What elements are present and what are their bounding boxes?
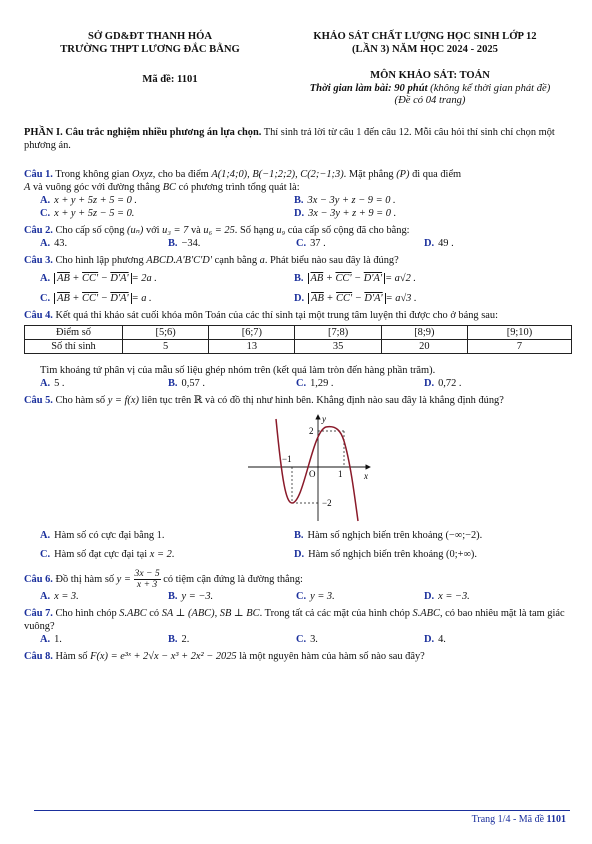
vector-sum — [308, 293, 386, 304]
part1-intro — [24, 126, 572, 152]
text: − — [98, 293, 111, 304]
option-a[interactable] — [40, 272, 294, 285]
math: u₆ = 25 — [203, 225, 235, 236]
option-label: A. — [40, 530, 51, 541]
question-label: Câu 2. — [24, 225, 53, 236]
option-text: = 2a . — [131, 273, 157, 284]
option-label: D. — [424, 591, 435, 602]
option-d[interactable] — [294, 292, 564, 305]
question-4-stem — [24, 309, 572, 322]
option-d[interactable] — [294, 548, 564, 561]
time-note: (không kể thời gian phát đề) — [427, 82, 551, 94]
question-6-options — [24, 590, 572, 603]
question-2-stem — [24, 224, 572, 237]
table-header-cell: Điểm số — [25, 326, 123, 340]
exam-code: Mã đề: 1101 — [142, 74, 198, 85]
option-a[interactable] — [40, 377, 168, 390]
math: u₉ — [276, 225, 286, 236]
table-cell: [9;10) — [467, 326, 571, 340]
option-label: B. — [168, 591, 178, 602]
question-1-stem — [24, 168, 572, 194]
text: Cho hình chóp — [52, 608, 120, 619]
option-label: B. — [168, 238, 178, 249]
function-curve — [276, 419, 358, 521]
function-graph — [246, 411, 376, 523]
tick-label: −2 — [322, 498, 332, 508]
option-label: D. — [424, 378, 435, 389]
question-7-stem — [24, 607, 572, 633]
option-b[interactable] — [294, 272, 564, 285]
school-name: TRƯỜNG THPT LƯƠNG ĐẮC BẰNG — [60, 44, 240, 55]
option-a[interactable] — [40, 529, 294, 542]
math: x = 2 — [149, 549, 172, 560]
option-c[interactable] — [296, 377, 424, 390]
option-label: C. — [296, 591, 307, 602]
text: đi qua điểm — [409, 169, 462, 180]
question-6-stem — [24, 569, 572, 590]
math: SA ⊥ (ABC) — [161, 608, 215, 619]
question-7 — [24, 607, 572, 646]
math: ℝ — [193, 395, 203, 406]
text: và vuông góc với đường thẳng — [30, 182, 163, 193]
text: , cho ba điểm — [152, 169, 212, 180]
text: , — [214, 608, 220, 619]
option-label: A. — [40, 195, 51, 206]
option-label: C. — [40, 208, 51, 219]
option-text: x = 3. — [54, 591, 79, 602]
math: F(x) = e³ˣ + 2√x − x³ + 2x² − 2025 — [90, 651, 237, 662]
option-label: B. — [168, 378, 178, 389]
table-row — [25, 340, 572, 354]
math: A — [24, 182, 31, 193]
footer-code: 1101 — [546, 814, 566, 825]
question-2-options — [24, 237, 572, 250]
option-text: Hàm số đạt cực đại tại — [54, 549, 150, 560]
option-text: Hàm số nghịch biến trên khoảng (−∞;−2). — [307, 530, 483, 541]
option-text: x + y + 5z − 5 = 0. — [54, 208, 135, 219]
option-text: 3x − 3y + z − 9 = 0 . — [307, 195, 396, 206]
option-label: C. — [296, 378, 307, 389]
math: BC — [162, 182, 176, 193]
question-4 — [24, 309, 572, 390]
option-label: B. — [294, 530, 304, 541]
denominator: x + 3 — [136, 579, 158, 590]
x-axis-label: x — [364, 471, 368, 481]
option-text: 2. — [181, 634, 190, 645]
table-cell: 35 — [295, 340, 381, 354]
question-3 — [24, 254, 572, 305]
option-text: Hàm số có cực đại bằng 1. — [54, 530, 165, 541]
text: + — [323, 293, 337, 304]
exam-content — [24, 126, 572, 663]
text: có tiệm cận đứng là đường thẳng: — [160, 573, 303, 585]
part1-text: Thí sinh trả lời từ câu 1 đến câu 12. Mỗi câu hỏi thí sinh chỉ chọn một phương án. — [24, 127, 555, 151]
question-5-stem — [24, 394, 572, 407]
option-c[interactable] — [296, 590, 424, 603]
text: . Mặt phẳng — [343, 169, 397, 180]
option-label: D. — [424, 634, 435, 645]
option-text: 4. — [438, 634, 446, 645]
math: S.ABC — [412, 608, 440, 619]
option-a[interactable] — [40, 590, 168, 603]
math: Oxyz — [131, 169, 153, 180]
option-label: C. — [40, 293, 51, 304]
time-line — [270, 83, 590, 96]
department-name: SỞ GD&ĐT THANH HÓA — [87, 31, 213, 42]
question-label: Câu 5. — [24, 395, 53, 406]
table-cell: 13 — [209, 340, 295, 354]
option-label: B. — [294, 273, 304, 284]
option-b[interactable] — [168, 590, 296, 603]
question-3-options — [24, 272, 572, 305]
math: y = f(x) — [107, 395, 139, 406]
text: Trong không gian — [52, 169, 132, 180]
text: , có bao nhiêu mặt là tam giác vuông? — [24, 608, 565, 632]
question-6 — [24, 569, 572, 603]
option-b[interactable] — [168, 633, 296, 646]
option-c[interactable] — [40, 548, 294, 561]
option-c[interactable] — [296, 633, 424, 646]
option-d[interactable] — [424, 237, 552, 250]
text: và có đồ thị như hình bên. Khẳng định nào sau đây là khẳng định đúng? — [202, 395, 504, 406]
question-label: Câu 1. — [24, 169, 53, 180]
text: + — [69, 293, 83, 304]
vector-sum — [54, 293, 132, 304]
option-label: D. — [294, 293, 305, 304]
part1-title: PHẦN I. Câu trắc nghiệm nhiều phương án lựa chọn. — [24, 127, 262, 138]
option-text: 43. — [54, 238, 68, 249]
option-label: B. — [294, 195, 304, 206]
vector: $\overline{AB}$ — [57, 293, 70, 304]
text: + — [69, 273, 83, 284]
subject-title: MÔN KHẢO SÁT: TOÁN — [370, 70, 490, 81]
option-a[interactable] — [40, 237, 168, 250]
option-d[interactable] — [424, 590, 552, 603]
option-label: D. — [294, 208, 305, 219]
question-2 — [24, 224, 572, 250]
vector: CC' — [335, 273, 352, 284]
table-cell: [5;6) — [123, 326, 209, 340]
text: là một nguyên hàm của hàm số nào sau đây? — [236, 651, 425, 662]
text: với — [143, 225, 163, 236]
tick-label: −1 — [282, 454, 292, 464]
table-row — [25, 326, 572, 340]
page-footer — [0, 810, 592, 830]
exam-title: KHẢO SÁT CHẤT LƯỢNG HỌC SINH LỚP 12 — [313, 31, 537, 42]
option-label: D. — [424, 238, 435, 249]
option-text: y = −3. — [181, 591, 214, 602]
text: Cho cấp số cộng — [52, 225, 128, 236]
math: y = — [116, 573, 131, 585]
table-cell: 5 — [123, 340, 209, 354]
text: có phương trình tổng quát là: — [175, 182, 300, 193]
table-cell: 7 — [467, 340, 571, 354]
text: có — [146, 608, 162, 619]
option-text: 3. — [310, 634, 318, 645]
option-text: = a . — [131, 293, 152, 304]
text: liên tục trên — [138, 395, 194, 406]
vector-sum — [308, 273, 386, 284]
option-a[interactable] — [40, 633, 168, 646]
footer-divider — [34, 810, 570, 811]
option-text: 3x − 3y + z + 9 = 0 . — [308, 208, 397, 219]
option-text: 0,57 . — [181, 378, 205, 389]
math: (uₙ) — [127, 225, 144, 236]
text: − — [351, 273, 364, 284]
option-label: C. — [296, 238, 307, 249]
text: + — [323, 273, 336, 284]
question-8-stem — [24, 650, 572, 663]
option-b[interactable] — [294, 194, 564, 207]
vector: $\overline{AB}$ — [57, 273, 70, 284]
vector-sum — [54, 273, 132, 284]
text: của cấp số cộng đã cho bằng: — [285, 225, 410, 236]
tick-label: 2 — [309, 426, 314, 436]
text: . Số hạng — [234, 225, 277, 236]
text: Kết quả thi khảo sát cuối khóa môn Toán của các thí sinh tại một trung tâm luyện thi được cho ở bảng sau: — [52, 310, 498, 321]
tick-label: 1 — [338, 469, 343, 479]
option-label: A. — [40, 591, 51, 602]
y-axis-label: y — [322, 414, 326, 424]
option-text: = a√3 . — [385, 293, 417, 304]
math: A(1;4;0), B(−1;2;2), C(2;−1;3) — [211, 169, 344, 180]
text: Đồ thị hàm số — [52, 573, 117, 585]
option-label: A. — [40, 634, 51, 645]
score-table — [24, 325, 572, 354]
question-label: Câu 8. — [24, 651, 53, 662]
exam-header — [290, 30, 560, 56]
question-1 — [24, 168, 572, 220]
school-header — [40, 30, 260, 56]
origin-label: O — [309, 469, 316, 479]
question-1-options — [24, 194, 572, 220]
option-text: 5 . — [54, 378, 65, 389]
math: S.ABC — [119, 608, 147, 619]
vector: $\overline{AB}$ — [310, 273, 324, 284]
text: − — [98, 273, 111, 284]
option-b[interactable] — [168, 377, 296, 390]
math: (P) — [396, 169, 410, 180]
option-c[interactable] — [40, 292, 294, 305]
text: . Phát biểu nào sau đây là đúng? — [264, 255, 399, 266]
question-label: Câu 6. — [24, 573, 53, 585]
option-text: 1. — [54, 634, 62, 645]
option-d[interactable] — [424, 377, 552, 390]
question-5-options — [24, 529, 572, 561]
option-text: x + y + 5z + 5 = 0 . — [54, 195, 137, 206]
option-b[interactable] — [294, 529, 564, 542]
text: Cho hàm số — [52, 395, 108, 406]
math: ABCD.A'B'C'D' — [146, 255, 213, 266]
option-text: = a√2 . — [385, 273, 416, 284]
option-label: C. — [40, 549, 51, 560]
option-label: A. — [40, 273, 51, 284]
vector: CC' — [82, 293, 99, 304]
option-text: 37 . — [310, 238, 326, 249]
exam-round: (LẦN 3) NĂM HỌC 2024 - 2025 — [352, 44, 498, 55]
option-text: 1,29 . — [310, 378, 334, 389]
vector: D'A' — [110, 273, 129, 284]
option-text: x = −3. — [438, 591, 470, 602]
option-text: −34. — [181, 238, 201, 249]
question-label: Câu 7. — [24, 608, 53, 619]
table-header-cell: Số thí sinh — [25, 340, 123, 354]
table-cell: 20 — [381, 340, 467, 354]
math: SB ⊥ BC — [219, 608, 260, 619]
option-c[interactable] — [296, 237, 424, 250]
option-label: D. — [294, 549, 305, 560]
option-d[interactable] — [424, 633, 552, 646]
footer-text: Trang 1/4 - Mã đề — [471, 814, 547, 825]
table-cell: [7;8) — [295, 326, 381, 340]
option-text: y = 3. — [310, 591, 335, 602]
vector: D'A' — [364, 293, 383, 304]
question-4-ask: Tìm khoảng tứ phân vị của mẫu số liệu ghép nhóm trên (kết quả làm tròn đến hàng phần trăm). — [40, 365, 436, 376]
option-a[interactable] — [40, 194, 294, 207]
question-8 — [24, 650, 572, 663]
vector: $\overline{AB}$ — [311, 293, 324, 304]
question-3-stem — [24, 254, 572, 267]
question-5 — [24, 394, 572, 561]
option-label: A. — [40, 378, 51, 389]
question-label: Câu 4. — [24, 310, 53, 321]
vector: CC' — [82, 273, 99, 284]
text: và — [188, 225, 204, 236]
question-7-options — [24, 633, 572, 646]
math: u₃ = 7 — [162, 225, 189, 236]
option-d[interactable] — [294, 207, 564, 220]
option-text: Hàm số nghịch biến trên khoảng (0;+∞). — [308, 549, 477, 560]
question-4-options — [24, 377, 572, 390]
math: a — [259, 255, 265, 266]
option-text: 0,72 . — [438, 378, 462, 389]
text: . Trong tất cả các mặt của hình chóp — [259, 608, 413, 619]
time-limit: Thời gian làm bài: 90 phút — [309, 82, 428, 94]
subject-block — [270, 70, 590, 108]
option-label: B. — [168, 634, 178, 645]
table-cell: [8;9) — [381, 326, 467, 340]
option-b[interactable] — [168, 237, 296, 250]
numerator: 3x − 5 — [134, 568, 160, 579]
option-text: 49 . — [438, 238, 454, 249]
vector: D'A' — [363, 273, 383, 284]
option-label: C. — [296, 634, 307, 645]
option-label: A. — [40, 238, 51, 249]
vector: CC' — [336, 293, 353, 304]
text: Hàm số — [52, 651, 91, 662]
table-cell: [6;7) — [209, 326, 295, 340]
page-number — [472, 814, 566, 827]
text: . — [171, 549, 175, 560]
text: Cho hình lập phương — [52, 255, 147, 266]
vector: D'A' — [110, 293, 129, 304]
question-label: Câu 3. — [24, 255, 53, 266]
option-c[interactable] — [40, 207, 294, 220]
text: cạnh bằng — [212, 255, 260, 266]
pages-note: (Đề có 04 trang) — [394, 95, 466, 107]
text: − — [352, 293, 365, 304]
fraction — [134, 569, 161, 590]
